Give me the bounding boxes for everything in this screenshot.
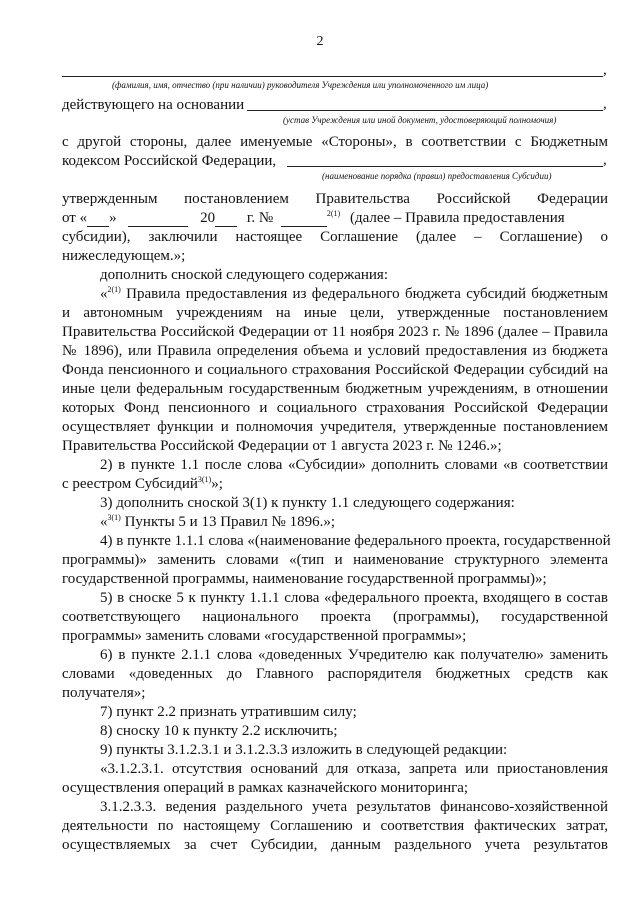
page-number: 2	[316, 34, 324, 49]
footnote-line: «$^{2(1)}$ Правила предоставления из федерального бюджета субсидий бюджетным	[100, 285, 608, 302]
signature-name-line	[62, 76, 603, 77]
footnote-line: «$^{3(1)}$ Пункты 5 и 13 Правил № 1896.»;	[100, 513, 336, 530]
comma: ,	[603, 62, 607, 78]
caption-head-name: (фамилия, имя, отчество (при наличии) руководителя Учреждения или уполномоченного им лица)	[112, 80, 489, 90]
caption-basis-document: (устав Учреждения или иной документ, удостоверяющий полномочия)	[283, 115, 557, 125]
text-line: Правительства Российской Федерации от 1 августа 2023 г. № 1246.»;	[62, 438, 502, 454]
text-line: нижеследующем.»;	[62, 248, 186, 264]
text-line: соответствующего национального проекта (программы), государственной	[62, 609, 608, 625]
text-line: 5) в сноске 5 к пункту 1.1.1 слова «федерального проекта, входящего в состав	[100, 590, 608, 606]
text-line: деятельности по настоящему Соглашению и соответствия фактических затрат,	[62, 818, 608, 834]
text-line: 2) в пункте 1.1 после слова «Субсидии» дополнить словами «в соответствии	[100, 457, 608, 473]
comma: ,	[603, 96, 607, 112]
text-line: и автономным учреждениям на иные цели, утвержденные постановлением	[62, 305, 608, 321]
text-line: осуществляет функции и полномочия учредителя, утвержденные постановлением	[62, 419, 608, 435]
text-line: утвержденным постановлением Правительства Российской Федерации	[62, 191, 608, 207]
text-line: Фонда пенсионного и социального страхования Российской Федерации субсидий на	[62, 362, 608, 378]
caption-procedure-name: (наименование порядка (правил) предоставления Субсидии)	[322, 171, 552, 181]
text-line: Правительства Российской Федерации от 11 ноября 2023 г. № 1896 (далее – Правила	[62, 324, 608, 340]
text-line: дополнить сноской следующего содержания:	[100, 267, 389, 283]
text-line: субсидии), заключили настоящее Соглашение (далее – Соглашение) о	[62, 229, 608, 245]
comma: ,	[603, 152, 607, 168]
text-line: иные цели федеральным государственным бюджетным учреждениям, в отношении	[62, 381, 608, 397]
text-line: с другой стороны, далее именуемые «Стороны», в соответствии с Бюджетным	[62, 134, 608, 150]
text-line: осуществляемых за счет Субсидии, данным раздельного учета результатов	[62, 837, 608, 853]
text-line: № 1896), или Правила определения объема и условий предоставления из бюджета	[62, 343, 608, 359]
text-line: осуществления операций в рамках казначейского мониторинга;	[62, 780, 469, 796]
day-blank	[87, 212, 109, 227]
text-line: получателя»;	[62, 685, 146, 701]
text-line: «3.1.2.3.1. отсутствия оснований для отказа, запрета или приостановления	[100, 761, 608, 777]
number-blank	[281, 212, 327, 227]
text-line: программы» заменить словами «государственной программы»;	[62, 628, 467, 644]
acting-basis-line: действующего на основании	[62, 97, 245, 113]
text-line: кодексом Российской Федерации,	[62, 153, 277, 169]
date-line: от « » 20 г. № $^{2(1)}$ (далее – Правила предоставления	[62, 209, 565, 226]
month-blank	[128, 212, 188, 227]
text-line: программы)» заменить словами «(тип и наименование структурного элемента	[62, 552, 608, 568]
text-line: 7) пункт 2.2 признать утратившим силу;	[100, 704, 357, 720]
year-blank	[215, 212, 237, 227]
text-line: 3) дополнить сноской 3(1) к пункту 1.1 следующего содержания:	[100, 495, 515, 511]
text-line: 9) пункты 3.1.2.3.1 и 3.1.2.3.3 изложить в следующей редакции:	[100, 742, 508, 758]
text-line: словами «доведенных до Главного распорядителя бюджетных средств как	[62, 666, 608, 682]
basis-document-line	[247, 110, 603, 111]
procedure-name-line	[287, 166, 603, 167]
text-line: которых Фонд пенсионного и социального страхования Российской Федерации	[62, 400, 608, 416]
text-line: с реестром Субсидий$^{3(1)}$»;	[62, 475, 223, 492]
text-line: 4) в пункте 1.1.1 слова «(наименование федерального проекта, государственной	[100, 533, 611, 549]
text-line: 8) сноску 10 к пункту 2.2 исключить;	[100, 723, 338, 739]
text-line: 6) в пункте 2.1.1 слова «доведенных Учредителю как получателю» заменить	[100, 647, 608, 663]
text-line: государственной программы, наименование государственной программы)»;	[62, 571, 547, 587]
text-line: 3.1.2.3.3. ведения раздельного учета результатов финансово-хозяйственной	[100, 799, 608, 815]
